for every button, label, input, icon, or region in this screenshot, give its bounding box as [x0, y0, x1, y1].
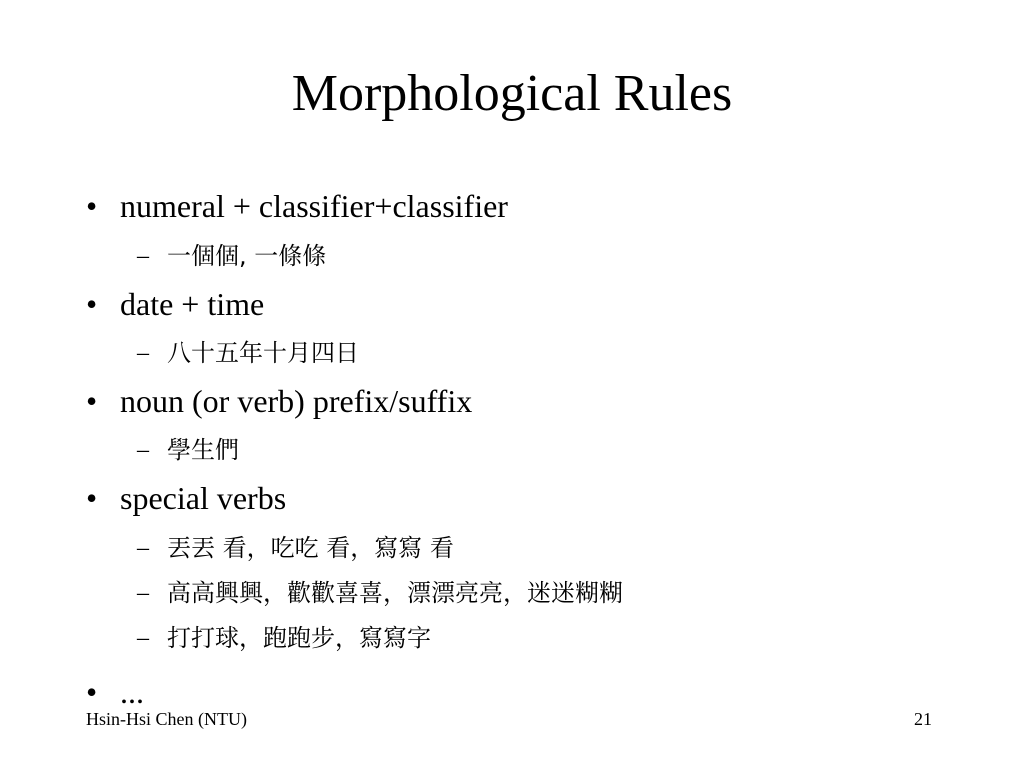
sub-bullet-text: 高高興興，歡歡喜喜，漂漂亮亮，迷迷糊糊: [167, 579, 623, 607]
dash-marker: –: [137, 243, 149, 269]
sub-bullet-text: 八十五年十月四日: [167, 339, 359, 367]
sub-bullet-text: 丟丟 看，吃吃 看，寫寫 看: [167, 534, 454, 562]
bullet-text: noun (or verb) prefix/suffix: [120, 383, 473, 419]
dash-marker: –: [137, 535, 149, 561]
dash-marker: –: [137, 340, 149, 366]
bullet-text: date + time: [120, 286, 265, 322]
footer-author: Hsin-Hsi Chen (NTU): [86, 709, 247, 729]
slide-title: Morphological Rules: [291, 65, 733, 122]
bullet-marker: •: [86, 674, 98, 710]
sub-bullet-text: 學生們: [167, 436, 239, 464]
bullet-text: special verbs: [120, 480, 287, 516]
bullet-text: numeral + classifier+classifier: [120, 188, 508, 224]
bullet-marker: •: [86, 480, 98, 516]
bullet-text: ...: [120, 674, 144, 710]
dash-marker: –: [137, 437, 149, 463]
page-number: 21: [914, 709, 932, 729]
dash-marker: –: [137, 625, 149, 651]
sub-bullet-text: 打打球，跑跑步，寫寫字: [167, 624, 431, 652]
bullet-marker: •: [86, 286, 98, 322]
bullet-marker: •: [86, 188, 98, 224]
bullet-marker: •: [86, 383, 98, 419]
sub-bullet-text: 一個個, 一條條: [167, 242, 327, 270]
dash-marker: –: [137, 580, 149, 606]
